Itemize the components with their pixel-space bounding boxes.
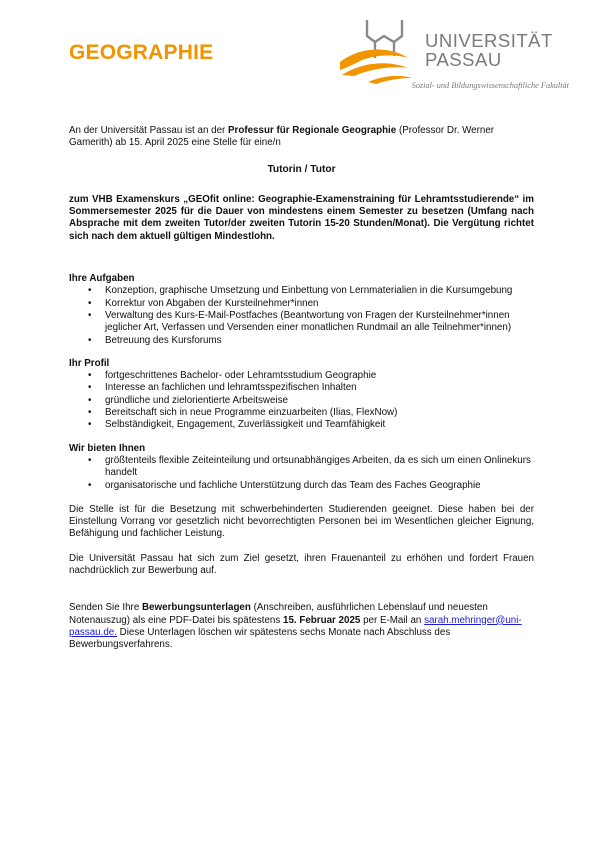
university-name (425, 31, 553, 69)
list-item (88, 394, 534, 407)
list-item-text: Korrektur von Abgaben der Kursteilnehmer*innen (105, 297, 319, 309)
application-deadline: 15. Februar 2025 (283, 614, 361, 626)
application-text-4: Diese Unterlagen löschen wir spätestens sechs Monate nach Abschluss des Bewerbungsverfahrens. (69, 626, 451, 651)
bullet-icon: • (88, 334, 92, 346)
department-title: GEOGRAPHIE (69, 41, 214, 64)
list-item (88, 382, 534, 394)
university-name-line1: UNIVERSITÄT (425, 30, 553, 51)
offer-list (69, 455, 534, 492)
profile-list (69, 370, 534, 431)
list-item (88, 370, 534, 382)
list-item (88, 297, 534, 310)
faculty-name: Sozial- und Bildungswissenschaftliche Fakultät (411, 81, 569, 90)
bullet-icon: • (88, 454, 92, 466)
posting-content (69, 125, 534, 652)
list-item (88, 285, 534, 297)
job-title: Tutorin / Tutor (267, 163, 336, 175)
application-text-2: (Anschreiben, ausführlichen Lebenslauf und neuesten Notenauszug) als eine PDF-Datei bis spätestens (69, 602, 488, 626)
list-item-text: größtenteils flexible Zeiteinteilung und ortsunabhängiges Arbeiten, da es sich um einen Onlinekurs handelt (105, 454, 531, 479)
tasks-heading: Ihre Aufgaben (69, 273, 135, 285)
intro-paragraph (69, 125, 534, 150)
list-item-text: organisatorische und fachliche Unterstützung durch das Team des Faches Geographie (105, 479, 481, 491)
intro-text-1: An der Universität Passau ist an der (69, 125, 229, 136)
list-item-text: Konzeption, graphische Umsetzung und Einbettung von Lernmaterialien in die Kursumgebung (105, 285, 513, 297)
list-item (88, 419, 534, 431)
list-item-text: Bereitschaft sich in neue Programme einzuarbeiten (Ilias, FlexNow) (105, 407, 398, 419)
list-item-text: fortgeschrittenes Bachelor- oder Lehramtsstudium Geographie (105, 370, 377, 382)
offer-heading: Wir bieten Ihnen (69, 442, 146, 454)
list-item-text: gründliche und zielorientierte Arbeitsweise (105, 394, 288, 406)
bullet-icon: • (88, 407, 92, 419)
application-text-3: per E-Mail an (360, 614, 425, 626)
list-item (88, 454, 534, 480)
bullet-icon: • (88, 382, 92, 394)
university-name-line2: PASSAU (425, 49, 502, 70)
list-item-text: Interesse an fachlichen und lehramtsspezifischen Inhalten (105, 382, 357, 394)
course-description: zum VHB Examenskurs „GEOfit online: Geographie-Examenstraining für Lehramtsstudierende“ im Sommersemester 2025 für die Dauer von mindestens einem Semester zu besetzen (Umfang nach Absprache mit dem zweiten Tutor/der zweiten Tutorin 15-20 Stunden/Monat). Die Vergütung richtet sich nach dem aktuell gültigen Mindestlohn. (69, 193, 534, 242)
bullet-icon: • (88, 285, 92, 297)
disability-note: Die Stelle ist für die Besetzung mit schwerbehinderten Studierenden geeignet. Diese haben bei der Einstellung Vorrang vor gesetzlich nicht bevorrechtigten Personen bei im Wesentlichen gleicher Eignung, Befähigung und fachlicher Leistung. (69, 503, 534, 540)
application-instructions (69, 602, 534, 651)
equality-note: Die Universität Passau hat sich zum Ziel gesetzt, ihren Frauenanteil zu erhöhen und fordert Frauen nachdrücklich zur Bewerbung auf. (69, 552, 534, 577)
bullet-icon: • (88, 479, 92, 491)
list-item-text: Selbständigkeit, Engagement, Zuverlässigkeit und Teamfähigkeit (105, 419, 386, 431)
list-item (88, 479, 534, 492)
list-item-text: Verwaltung des Kurs-E-Mail-Postfaches (Beantwortung von Fragen der Kursteilnehmer*innen jeglicher Art, Verfassen und Versenden einer monatlichen Rundmail an alle Teilnehmer*innen) (105, 309, 512, 334)
application-documents-label: Bewerbungsunterlagen (141, 602, 251, 614)
list-item-text: Betreuung des Kursforums (105, 334, 222, 346)
university-logo (338, 18, 570, 100)
intro-text-2: (Professor Dr. Werner Gamerith) ab 15. April 2025 eine Stelle für eine/n (69, 125, 495, 149)
contact-email-link[interactable]: sarah.mehringer@uni-passau.de. (69, 614, 522, 638)
tasks-list (69, 285, 534, 346)
bullet-icon: • (88, 309, 92, 321)
list-item (88, 309, 534, 335)
bullet-icon: • (88, 419, 92, 431)
professorship-name: Professur für Regionale Geographie (228, 125, 397, 136)
profile-heading: Ihr Profil (69, 357, 110, 369)
application-text-1: Senden Sie Ihre (69, 602, 142, 614)
bullet-icon: • (88, 297, 92, 309)
list-item (88, 334, 534, 347)
bullet-icon: • (88, 394, 92, 406)
bullet-icon: • (88, 370, 92, 382)
list-item (88, 407, 534, 419)
